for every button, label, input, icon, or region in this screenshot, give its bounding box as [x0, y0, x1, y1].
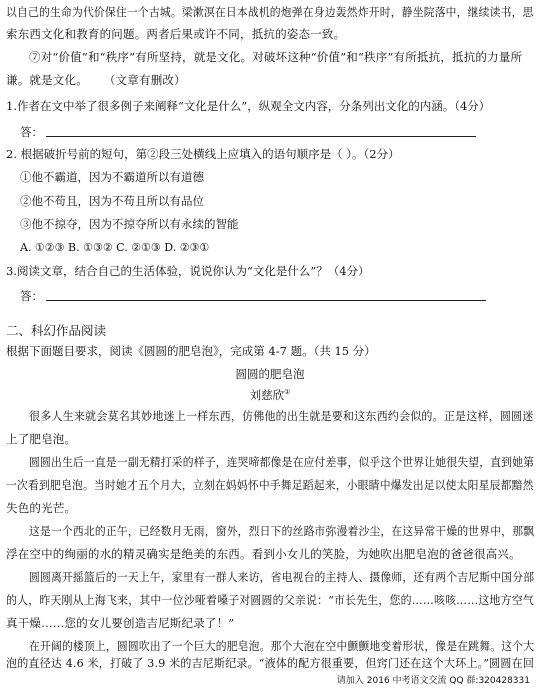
passage-line: 以自己的生命为代价保住一个古城。梁漱溟在日本战机的炮弹在身边轰然炸开时，静坐院落中，继续读书，思 — [6, 5, 534, 19]
answer-line[interactable] — [46, 136, 476, 137]
option-item: ③他不掠夺，因为不掠夺所以有永续的智能 — [20, 217, 239, 231]
story-paragraph: 很多人生来就会莫名其妙地迷上一样东西，仿佛他的出生就是要和这东西约会似的。正是这样，圆圆迷 — [29, 409, 534, 423]
passage-line — [6, 72, 186, 88]
story-paragraph: 失色的光芒。 — [6, 501, 77, 515]
option-item: ①他不霸道，因为不霸道所以有道德 — [20, 170, 204, 184]
story-paragraph: 浮在空中的绚丽的水的精灵确实是绝美的东西。看到小女儿的笑脸，为她吹出肥皂泡的爸爸很高兴。 — [6, 547, 521, 561]
passage-line: 索东西文化和教育的问题。两者后果或许不同，抵抗的姿态一致。 — [6, 27, 346, 41]
story-paragraph: 这是一个西北的正午，已经数月无雨，窗外，烈日下的丝路市弥漫着沙尘，在这异常干燥的世界中，那飘 — [29, 524, 535, 538]
story-paragraph: 的人，昨天刚从上海飞来，其中一位沙哑着嗓子对圆圆的父亲说：“市长先生，您的……咳咳……这地方空气 — [6, 593, 534, 607]
story-paragraph: 圆圆离开摇篮后的一天上午，家里有一群人来访，省电视台的主持人、摄像师，还有两个吉尼斯中国分部 — [29, 570, 535, 584]
answer-label: 答： — [20, 125, 43, 139]
source-note: （文章有删改） — [103, 73, 186, 87]
story-title: 圆圆的肥皂泡 — [235, 367, 305, 381]
story-author — [0, 387, 540, 403]
choice-options: A. ①②③ B. ①③② C. ②①③ D. ②③① — [20, 241, 210, 254]
story-paragraph: 在开阔的楼顶上，圆圆吹出了一个巨大的肥皂泡。那个大泡在空中颤颤地变着形状，像是在跳舞。这个大 — [29, 639, 535, 653]
passage-text: 谦。就是文化。 — [6, 73, 88, 87]
story-paragraph: 真干燥……您的女儿要创造吉尼斯纪录了！” — [6, 616, 235, 630]
author-name: 刘慈欣 — [249, 388, 285, 402]
question-1: 1.作者在文中举了很多例子来阐释“文化是什么”，纵观全文内容，分条列出文化的内涵。（4分） — [6, 99, 491, 113]
story-paragraph: 圆圆出生后一直是一副无精打采的样子，连哭啼都像是在应付差事，似乎这个世界让她很失望，直到她第 — [29, 455, 535, 469]
answer-line[interactable] — [46, 300, 486, 301]
story-paragraph: 一次看到肥皂泡。当时她才五个月大，立刻在妈妈怀中手舞足蹈起来，小眼睛中爆发出足以使太阳星辰都黯然 — [6, 478, 534, 492]
section-instruction: 根据下面题目要求，阅读《圆圆的肥皂泡》，完成第 4-7 题。（共 15 分） — [6, 344, 376, 358]
question-2: 2. 根据破折号前的短句，第②段三处横线上应填入的语句顺序是（ ）。（2分） — [6, 147, 400, 161]
footer-note: 请加入 2016 中考语文交流 QQ 群:320428331 — [336, 676, 530, 686]
question-3: 3.阅读文章，结合自己的生活体验，说说你认为“文化是什么”？（4分） — [6, 264, 370, 278]
option-item: ②他不苟且，因为不苟且所以有品位 — [20, 194, 204, 208]
section-heading: 二、科幻作品阅读 — [6, 323, 107, 338]
footnote-mark: ① — [284, 388, 291, 397]
story-paragraph: 上了肥皂泡。 — [6, 432, 77, 446]
passage-line: ⑦对“价值”和“秩序”有所坚持，就是文化。对破坏这种“价值”和“秩序”有所抵抗，抵抗的力量所 — [29, 50, 523, 64]
answer-label: 答： — [20, 289, 43, 303]
story-paragraph: 泡的直径达 4.6 米，打破了 3.9 米的吉尼斯纪录。“液体的配方很重要，但窍门还在这个大环上。”圆圆在回 — [6, 656, 535, 670]
